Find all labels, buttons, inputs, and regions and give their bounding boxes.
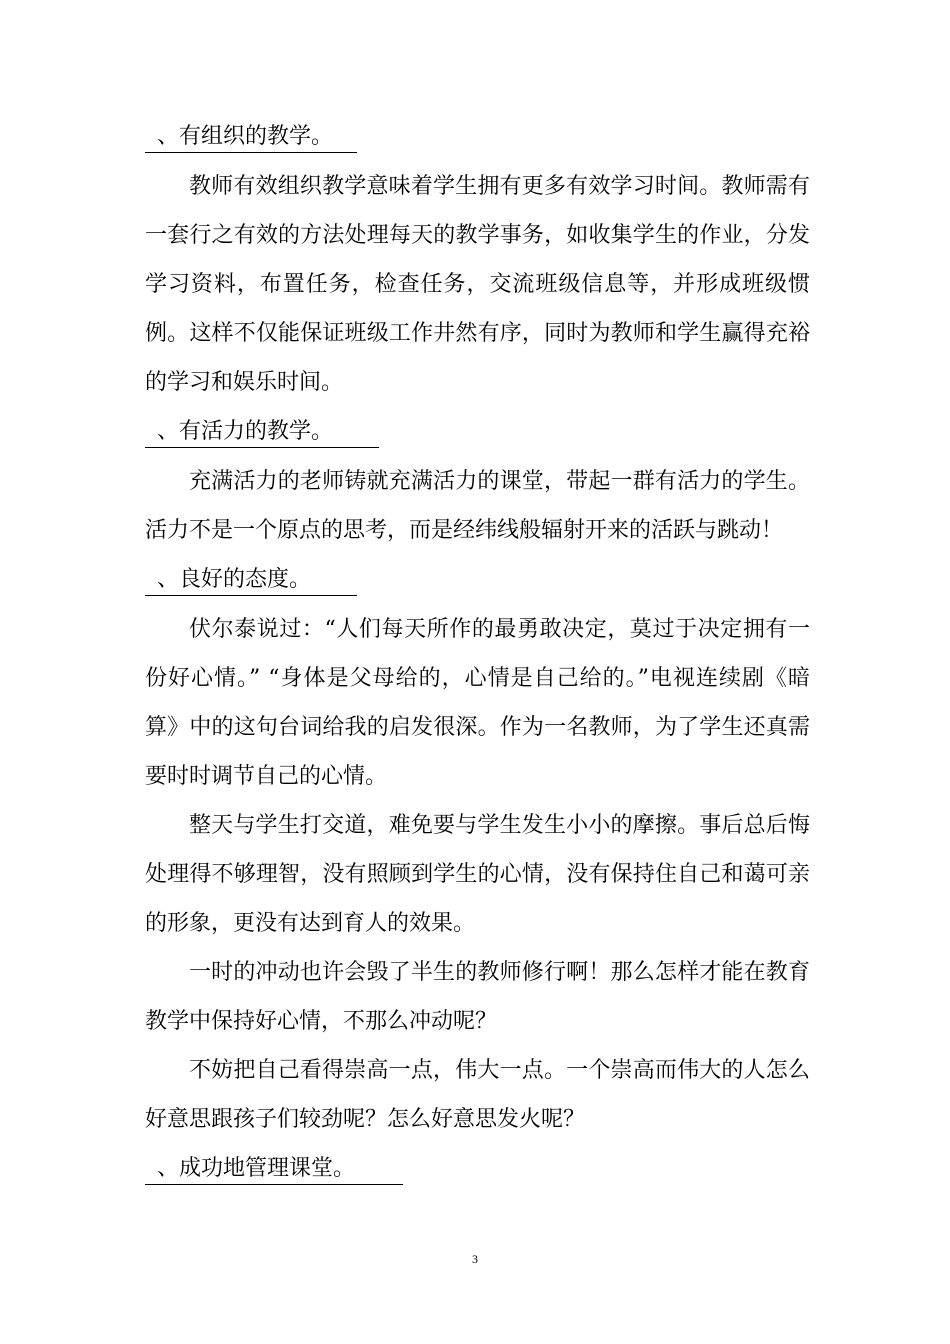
document-body <box>145 112 810 1194</box>
section-heading-classroom-management <box>145 1144 810 1194</box>
section-heading-text: 、有组织的教学。 <box>157 124 334 149</box>
heading-underline <box>145 595 357 597</box>
heading-underline <box>145 1184 403 1186</box>
paragraph: 一时的冲动也许会毁了半生的教师修行啊！那么怎样才能在教育教学中保持好心情，不那么冲动呢？ <box>145 960 810 1034</box>
page-number: 3 <box>472 1252 478 1266</box>
section-heading-lively-teaching <box>145 407 810 457</box>
paragraph: 充满活力的老师铸就充满活力的课堂，带起一群有活力的学生。活力不是一个原点的思考，而是经纬线般辐射开来的活跃与跳动！ <box>145 469 810 543</box>
section-heading-text: 、有活力的教学。 <box>157 419 334 444</box>
section-heading-text: 、良好的态度。 <box>157 567 312 592</box>
section-heading-good-attitude <box>145 555 810 605</box>
section-heading-text: 、成功地管理课堂。 <box>157 1156 356 1181</box>
paragraph: 整天与学生打交道，难免要与学生发生小小的摩擦。事后总后悔处理得不够理智，没有照顾到学生的心情，没有保持住自己和蔼可亲的形象，更没有达到育人的效果。 <box>145 813 810 936</box>
paragraph: 教师有效组织教学意味着学生拥有更多有效学习时间。教师需有一套行之有效的方法处理每天的教学事务，如收集学生的作业，分发学习资料，布置任务，检查任务，交流班级信息等，并形成班级惯例。这样不仅能保证班级工作井然有序，同时为教师和学生赢得充裕的学习和娱乐时间。 <box>145 174 810 395</box>
heading-underline <box>145 152 357 154</box>
section-heading-organized-teaching <box>145 112 810 162</box>
paragraph: 伏尔泰说过：“人们每天所作的最勇敢决定，莫过于决定拥有一份好心情。” “身体是父母给的，心情是自己给的。”电视连续剧《暗算》中的这句台词给我的启发很深。作为一名教师，为了学生还真需要时时调节自己的心情。 <box>145 617 810 789</box>
paragraph: 不妨把自己看得崇高一点，伟大一点。一个崇高而伟大的人怎么好意思跟孩子们较劲呢？怎么好意思发火呢？ <box>145 1058 810 1132</box>
heading-underline <box>145 447 379 449</box>
